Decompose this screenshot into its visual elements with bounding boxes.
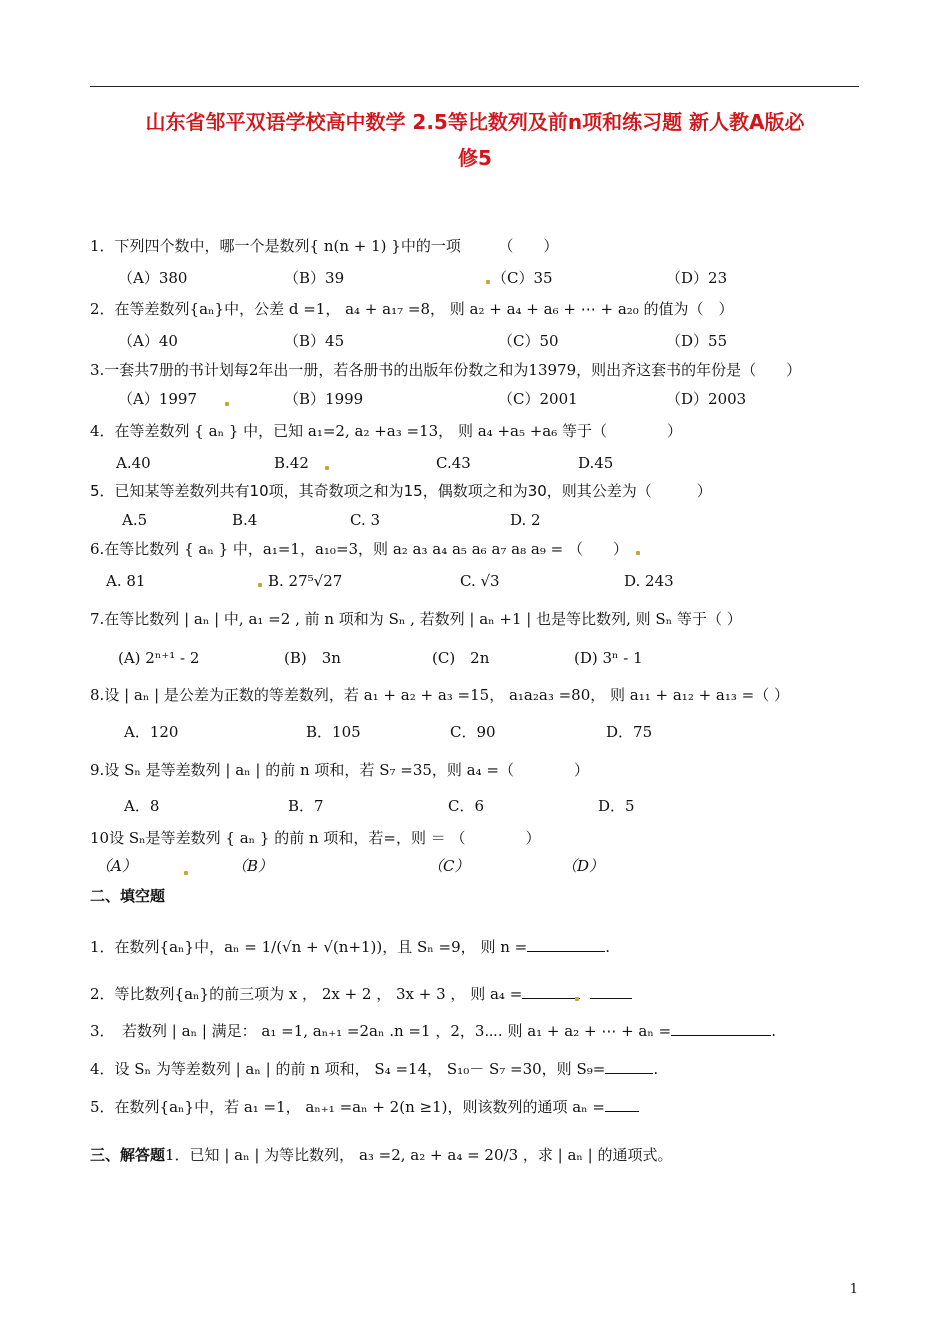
- scan-dot: [258, 583, 262, 587]
- fill-4-end: .: [653, 1060, 659, 1078]
- fill-2-text: 2．等比数列{aₙ}的前三项为 x ， 2x + 2 ， 3x + 3 ， 则 a₄ =: [90, 985, 523, 1003]
- question-3-option-d: （D）2003: [666, 390, 747, 408]
- question-5-option-a: A.5: [122, 511, 148, 529]
- question-5-option-c: C. 3: [350, 511, 381, 529]
- question-7-option-b: (B) 3n: [284, 649, 341, 667]
- document-title-line-2: 修5: [458, 146, 492, 170]
- question-9-option-c: C．6: [448, 797, 485, 815]
- fill-5-text: 5．在数列{aₙ}中，若 a₁ =1， aₙ₊₁ =aₙ + 2(n ≥1)，则该数列的通项 aₙ =: [90, 1098, 605, 1116]
- header-rule: [90, 86, 859, 87]
- question-5-option-d: D. 2: [510, 511, 541, 529]
- fill-2-blank-1[interactable]: [522, 984, 580, 999]
- question-2-option-d: （D）55: [666, 332, 728, 350]
- scan-dot: [325, 466, 329, 470]
- fill-5-blank[interactable]: [605, 1097, 639, 1112]
- question-3-option-c: （C）2001: [498, 390, 578, 408]
- scan-dot: [486, 280, 490, 284]
- question-6-option-c: C. √3: [460, 572, 500, 590]
- question-9-option-b: B．7: [288, 797, 324, 815]
- fill-5: [90, 1097, 639, 1117]
- scan-dot: [184, 871, 188, 875]
- fill-4-text: 4．设 Sₙ 为等差数列 | aₙ | 的前 n 项和， S₄ =14， S₁₀－ S₇ =30，则 S₉=: [90, 1060, 606, 1078]
- question-8-option-b: B．105: [306, 723, 361, 741]
- question-7-option-d: (D) 3ⁿ - 1: [574, 649, 643, 667]
- question-8-option-d: D．75: [606, 723, 653, 741]
- question-4-stem: 4．在等差数列 { aₙ } 中，已知 a₁=2, a₂ +a₃ =13， 则 a₄ +a₅ +a₆ 等于（ ）: [90, 422, 683, 440]
- question-6-option-b: B. 27⁵√27: [268, 572, 343, 590]
- question-8-stem: 8.设 | aₙ | 是公差为正数的等差数列，若 a₁ + a₂ + a₃ =15， a₁a₂a₃ =80， 则 a₁₁ + a₁₂ + a₁₃ =（ ）: [90, 686, 790, 704]
- fill-3-end: .: [771, 1022, 776, 1040]
- fill-3: [90, 1021, 776, 1041]
- fill-1-text: 1．在数列{aₙ}中，aₙ = 1/(√n + √(n+1))，且 Sₙ =9， 则 n =: [90, 938, 528, 956]
- fill-3-text: 3． 若数列 | aₙ | 满足： a₁ =1, aₙ₊₁ =2aₙ .n =1 ，2，3⋯. 则 a₁ + a₂ + ⋯ + aₙ =: [90, 1022, 672, 1040]
- question-8-option-c: C．90: [450, 723, 496, 741]
- question-1-option-c: （C）35: [492, 269, 553, 287]
- page-number: 1: [849, 1282, 858, 1297]
- question-1-option-d: （D）23: [666, 269, 728, 287]
- section-3-problem-1: 1．已知 | aₙ | 为等比数列， a₃ =2, a₂ + a₄ = 20/3 ，求 | aₙ | 的通项式。: [165, 1146, 673, 1164]
- question-9-stem: 9.设 Sₙ 是等差数列 | aₙ | 的前 n 项和，若 S₇ =35，则 a₄ =（ ）: [90, 761, 589, 779]
- fill-2-blank-2[interactable]: [590, 984, 632, 999]
- question-10-stem: 10设 Sₙ是等差数列 { aₙ } 的前 n 项和，若=，则 ＝ （ ）: [90, 829, 541, 847]
- question-7-option-a: (A) 2ⁿ⁺¹ - 2: [118, 649, 200, 667]
- question-9-option-d: D．5: [598, 797, 635, 815]
- fill-3-blank[interactable]: [671, 1021, 771, 1036]
- question-2-option-b: （B）45: [284, 332, 345, 350]
- question-10-option-d: （D）: [562, 857, 605, 875]
- fill-1: [90, 937, 610, 957]
- question-3-option-a: （A）1997: [118, 390, 198, 408]
- scan-dot: [225, 402, 229, 406]
- question-9-option-a: A．8: [124, 797, 160, 815]
- question-1-option-a: （A）380: [118, 269, 188, 287]
- question-7-option-c: (C) 2n: [432, 649, 490, 667]
- question-4-option-d: D.45: [578, 454, 614, 472]
- section-3: [90, 1145, 673, 1165]
- section-2-heading: 二、填空题: [90, 887, 166, 905]
- question-5-stem: 5．已知某等差数列共有10项，其奇数项之和为15，偶数项之和为30，则其公差为（ ）: [90, 482, 712, 500]
- question-6-option-a: A. 81: [106, 572, 146, 590]
- question-4-option-c: C.43: [436, 454, 471, 472]
- question-4-option-b: B.42: [274, 454, 309, 472]
- document-title-line-1: 山东省邹平双语学校高中数学 2.5等比数列及前n项和练习题 新人教A版必: [145, 110, 805, 134]
- question-10-option-b: （B）: [232, 857, 274, 875]
- question-5-option-b: B.4: [232, 511, 258, 529]
- fill-4-blank[interactable]: [605, 1059, 653, 1074]
- question-2-option-c: （C）50: [498, 332, 559, 350]
- question-1-stem: 1．下列四个数中，哪一个是数列{ n(n + 1) }中的一项 （ ）: [90, 237, 559, 255]
- question-6-stem: 6.在等比数列 { aₙ } 中，a₁=1，a₁₀=3，则 a₂ a₃ a₄ a₅ a₆ a₇ a₈ a₉ = （ ）: [90, 540, 628, 558]
- fill-4: [90, 1059, 658, 1079]
- question-3-option-b: （B）1999: [284, 390, 364, 408]
- question-2-stem: 2．在等差数列{aₙ}中，公差 d =1， a₄ + a₁₇ =8， 则 a₂ + a₄ + a₆ + ⋯ + a₂₀ 的值为（ ）: [90, 300, 734, 318]
- fill-2: [90, 984, 632, 1004]
- question-6-option-d: D. 243: [624, 572, 674, 590]
- question-4-option-a: A.40: [116, 454, 151, 472]
- scan-dot: [636, 551, 640, 555]
- question-10-option-a: （A）: [96, 857, 137, 875]
- question-2-option-a: （A）40: [118, 332, 178, 350]
- fill-1-blank[interactable]: [527, 937, 605, 952]
- question-3-stem: 3.一套共7册的书计划每2年出一册，若各册书的出版年份数之和为13979，则出齐这套书的年份是（ ）: [90, 361, 802, 379]
- question-8-option-a: A．120: [124, 723, 179, 741]
- question-1-option-b: （B）39: [284, 269, 345, 287]
- section-3-heading: 三、解答题: [90, 1146, 166, 1164]
- question-10-option-c: （C）: [428, 857, 470, 875]
- fill-1-end: .: [605, 938, 610, 956]
- scan-dot: [575, 997, 579, 1001]
- question-7-stem: 7.在等比数列 | aₙ | 中, a₁ =2 , 前 n 项和为 Sₙ , 若数列 | aₙ +1 | 也是等比数列, 则 Sₙ 等于（ ）: [90, 610, 742, 628]
